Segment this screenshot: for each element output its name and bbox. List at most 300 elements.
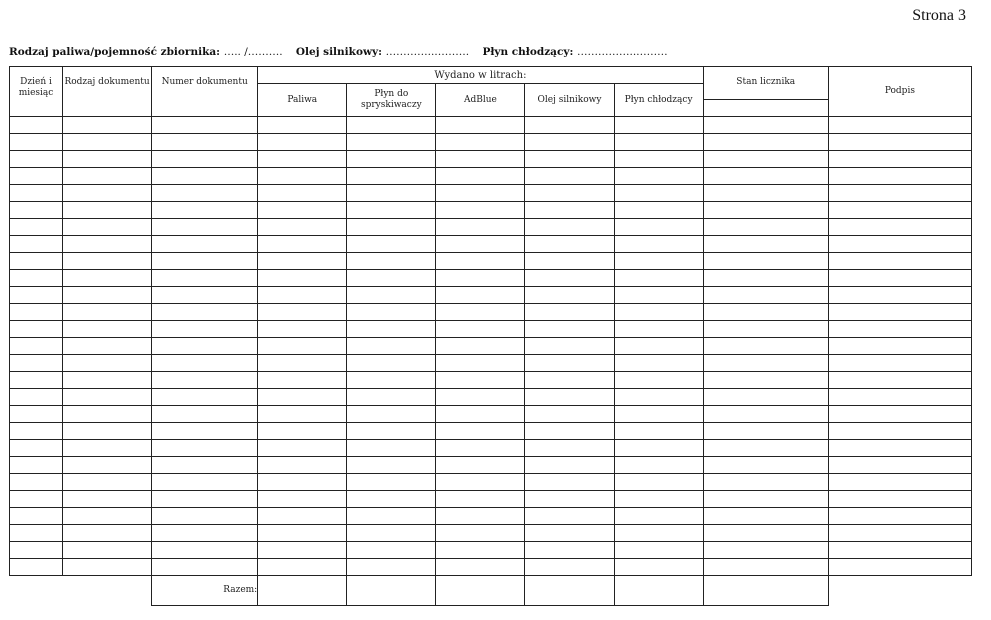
oil-cell[interactable]	[525, 355, 614, 372]
signature-cell[interactable]	[828, 457, 971, 474]
meter-cell[interactable]	[703, 457, 828, 474]
table-row	[10, 236, 972, 253]
meter-cell[interactable]	[703, 287, 828, 304]
washer-cell[interactable]	[347, 151, 436, 168]
doc-type-cell[interactable]	[63, 491, 152, 508]
day-cell[interactable]	[10, 440, 63, 457]
coolant-cell[interactable]	[614, 151, 703, 168]
washer-cell[interactable]	[347, 423, 436, 440]
fuel-cell[interactable]	[258, 423, 347, 440]
doc-type-cell[interactable]	[63, 168, 152, 185]
header-row-1	[10, 67, 972, 84]
meter-cell[interactable]	[703, 134, 828, 151]
doc-type-cell[interactable]	[63, 372, 152, 389]
doc-number-cell[interactable]	[152, 355, 258, 372]
day-cell[interactable]	[10, 236, 63, 253]
adblue-cell[interactable]	[436, 491, 525, 508]
table-row	[10, 525, 972, 542]
adblue-cell[interactable]	[436, 236, 525, 253]
oil-cell[interactable]	[525, 525, 614, 542]
doc-type-cell[interactable]	[63, 287, 152, 304]
signature-cell[interactable]	[828, 236, 971, 253]
page-number: Strona 3	[912, 7, 966, 24]
signature-cell[interactable]	[828, 406, 971, 423]
washer-cell[interactable]	[347, 304, 436, 321]
washer-cell[interactable]	[347, 236, 436, 253]
coolant-cell[interactable]	[614, 287, 703, 304]
washer-cell[interactable]	[347, 185, 436, 202]
total-meter-cell[interactable]	[703, 576, 828, 606]
fuel-cell[interactable]	[258, 270, 347, 287]
day-cell[interactable]	[10, 559, 63, 576]
doc-type-cell[interactable]	[63, 355, 152, 372]
washer-cell[interactable]	[347, 474, 436, 491]
signature-cell[interactable]	[828, 151, 971, 168]
doc-type-cell[interactable]	[63, 525, 152, 542]
adblue-cell[interactable]	[436, 304, 525, 321]
day-cell[interactable]	[10, 219, 63, 236]
doc-number-cell[interactable]	[152, 474, 258, 491]
fuel-cell[interactable]	[258, 253, 347, 270]
meter-cell[interactable]	[703, 491, 828, 508]
washer-cell[interactable]	[347, 134, 436, 151]
doc-number-cell[interactable]	[152, 372, 258, 389]
total-spacer	[10, 576, 63, 606]
coolant-cell[interactable]	[614, 236, 703, 253]
total-spacer	[63, 576, 152, 606]
fuel-cell[interactable]	[258, 117, 347, 134]
doc-type-cell[interactable]	[63, 185, 152, 202]
coolant-cell[interactable]	[614, 440, 703, 457]
signature-cell[interactable]	[828, 168, 971, 185]
washer-cell[interactable]	[347, 355, 436, 372]
fuel-cell[interactable]	[258, 440, 347, 457]
doc-type-cell[interactable]	[63, 559, 152, 576]
oil-cell[interactable]	[525, 185, 614, 202]
day-cell[interactable]	[10, 202, 63, 219]
doc-number-cell[interactable]	[152, 423, 258, 440]
doc-number-cell[interactable]	[152, 253, 258, 270]
day-cell[interactable]	[10, 270, 63, 287]
doc-number-cell[interactable]	[152, 542, 258, 559]
oil-cell[interactable]	[525, 219, 614, 236]
meter-cell[interactable]	[703, 406, 828, 423]
meter-cell[interactable]	[703, 474, 828, 491]
washer-cell[interactable]	[347, 219, 436, 236]
fuel-cell[interactable]	[258, 542, 347, 559]
adblue-cell[interactable]	[436, 185, 525, 202]
oil-cell[interactable]	[525, 559, 614, 576]
fuel-cell[interactable]	[258, 406, 347, 423]
fuel-cell[interactable]	[258, 491, 347, 508]
coolant-cell[interactable]	[614, 168, 703, 185]
adblue-cell[interactable]	[436, 338, 525, 355]
adblue-cell[interactable]	[436, 168, 525, 185]
fuel-cell[interactable]	[258, 236, 347, 253]
fuel-tank-field[interactable]: ….. /……….	[223, 46, 283, 58]
doc-number-cell[interactable]	[152, 219, 258, 236]
signature-cell[interactable]	[828, 508, 971, 525]
signature-cell[interactable]	[828, 338, 971, 355]
adblue-cell[interactable]	[436, 287, 525, 304]
adblue-cell[interactable]	[436, 151, 525, 168]
oil-cell[interactable]	[525, 202, 614, 219]
washer-cell[interactable]	[347, 491, 436, 508]
engine-oil-label: Olej silnikowy:	[295, 46, 382, 58]
coolant-cell[interactable]	[614, 457, 703, 474]
oil-cell[interactable]	[525, 389, 614, 406]
meter-cell[interactable]	[703, 559, 828, 576]
day-cell[interactable]	[10, 253, 63, 270]
coolant-cell[interactable]	[614, 423, 703, 440]
signature-cell[interactable]	[828, 355, 971, 372]
day-cell[interactable]	[10, 491, 63, 508]
fuel-cell[interactable]	[258, 474, 347, 491]
doc-number-cell[interactable]	[152, 491, 258, 508]
oil-cell[interactable]	[525, 542, 614, 559]
day-cell[interactable]	[10, 168, 63, 185]
signature-cell[interactable]	[828, 287, 971, 304]
adblue-cell[interactable]	[436, 474, 525, 491]
signature-cell[interactable]	[828, 253, 971, 270]
day-cell[interactable]	[10, 508, 63, 525]
oil-cell[interactable]	[525, 321, 614, 338]
coolant-cell[interactable]	[614, 270, 703, 287]
coolant-cell[interactable]	[614, 372, 703, 389]
coolant-cell[interactable]	[614, 338, 703, 355]
signature-cell[interactable]	[828, 389, 971, 406]
signature-cell[interactable]	[828, 304, 971, 321]
doc-number-cell[interactable]	[152, 406, 258, 423]
fuel-cell[interactable]	[258, 372, 347, 389]
doc-type-cell[interactable]	[63, 236, 152, 253]
washer-cell[interactable]	[347, 457, 436, 474]
oil-cell[interactable]	[525, 423, 614, 440]
fuel-cell[interactable]	[258, 219, 347, 236]
day-cell[interactable]	[10, 389, 63, 406]
doc-number-cell[interactable]	[152, 185, 258, 202]
doc-type-cell[interactable]	[63, 338, 152, 355]
adblue-cell[interactable]	[436, 372, 525, 389]
oil-cell[interactable]	[525, 406, 614, 423]
adblue-cell[interactable]	[436, 559, 525, 576]
meter-cell[interactable]	[703, 117, 828, 134]
fuel-cell[interactable]	[258, 185, 347, 202]
day-cell[interactable]	[10, 338, 63, 355]
signature-cell[interactable]	[828, 202, 971, 219]
oil-cell[interactable]	[525, 474, 614, 491]
doc-number-cell[interactable]	[152, 236, 258, 253]
adblue-cell[interactable]	[436, 389, 525, 406]
day-cell[interactable]	[10, 304, 63, 321]
total-washer-cell[interactable]	[347, 576, 436, 606]
table-row	[10, 270, 972, 287]
day-cell[interactable]	[10, 287, 63, 304]
day-cell[interactable]	[10, 321, 63, 338]
day-cell[interactable]	[10, 406, 63, 423]
day-cell[interactable]	[10, 372, 63, 389]
fuel-cell[interactable]	[258, 338, 347, 355]
meter-cell[interactable]	[703, 542, 828, 559]
meter-cell[interactable]	[703, 202, 828, 219]
adblue-cell[interactable]	[436, 270, 525, 287]
doc-number-cell[interactable]	[152, 389, 258, 406]
oil-cell[interactable]	[525, 168, 614, 185]
meter-cell[interactable]	[703, 525, 828, 542]
table-row	[10, 321, 972, 338]
washer-cell[interactable]	[347, 287, 436, 304]
adblue-cell[interactable]	[436, 423, 525, 440]
washer-cell[interactable]	[347, 525, 436, 542]
fuel-cell[interactable]	[258, 508, 347, 525]
day-cell[interactable]	[10, 457, 63, 474]
washer-cell[interactable]	[347, 508, 436, 525]
meter-cell[interactable]	[703, 389, 828, 406]
doc-number-cell[interactable]	[152, 151, 258, 168]
coolant-cell[interactable]	[614, 219, 703, 236]
oil-cell[interactable]	[525, 338, 614, 355]
doc-type-cell[interactable]	[63, 151, 152, 168]
doc-type-cell[interactable]	[63, 202, 152, 219]
doc-type-cell[interactable]	[63, 474, 152, 491]
washer-cell[interactable]	[347, 440, 436, 457]
doc-number-cell[interactable]	[152, 168, 258, 185]
signature-cell[interactable]	[828, 542, 971, 559]
signature-cell[interactable]	[828, 474, 971, 491]
doc-number-cell[interactable]	[152, 321, 258, 338]
fuel-tank-label: Rodzaj paliwa/pojemność zbiornika:	[9, 46, 221, 58]
oil-cell[interactable]	[525, 253, 614, 270]
adblue-cell[interactable]	[436, 219, 525, 236]
doc-type-cell[interactable]	[63, 219, 152, 236]
meter-cell[interactable]	[703, 423, 828, 440]
fuel-cell[interactable]	[258, 151, 347, 168]
doc-type-cell[interactable]	[63, 117, 152, 134]
coolant-cell[interactable]	[614, 491, 703, 508]
coolant-cell[interactable]	[614, 508, 703, 525]
washer-cell[interactable]	[347, 542, 436, 559]
table-body	[10, 67, 972, 606]
total-row	[10, 576, 972, 606]
coolant-cell[interactable]	[614, 134, 703, 151]
table-row	[10, 508, 972, 525]
doc-number-cell[interactable]	[152, 202, 258, 219]
coolant-cell[interactable]	[614, 559, 703, 576]
doc-type-cell[interactable]	[63, 457, 152, 474]
meter-cell[interactable]	[703, 219, 828, 236]
day-cell[interactable]	[10, 134, 63, 151]
adblue-cell[interactable]	[436, 406, 525, 423]
coolant-cell[interactable]	[614, 389, 703, 406]
table-row	[10, 389, 972, 406]
adblue-cell[interactable]	[436, 355, 525, 372]
signature-cell[interactable]	[828, 525, 971, 542]
signature-cell[interactable]	[828, 440, 971, 457]
day-cell[interactable]	[10, 185, 63, 202]
engine-oil-field[interactable]: …………..……….	[385, 46, 470, 58]
doc-number-cell[interactable]	[152, 338, 258, 355]
day-cell[interactable]	[10, 117, 63, 134]
doc-number-cell[interactable]	[152, 304, 258, 321]
fuel-cell[interactable]	[258, 457, 347, 474]
adblue-cell[interactable]	[436, 542, 525, 559]
signature-cell[interactable]	[828, 423, 971, 440]
coolant-cell[interactable]	[614, 355, 703, 372]
fuel-cell[interactable]	[258, 134, 347, 151]
oil-cell[interactable]	[525, 440, 614, 457]
adblue-cell[interactable]	[436, 117, 525, 134]
adblue-cell[interactable]	[436, 440, 525, 457]
fuel-cell[interactable]	[258, 287, 347, 304]
meter-cell[interactable]	[703, 151, 828, 168]
coolant-cell[interactable]	[614, 474, 703, 491]
day-cell[interactable]	[10, 474, 63, 491]
day-cell[interactable]	[10, 542, 63, 559]
table-row	[10, 491, 972, 508]
meter-cell[interactable]	[703, 355, 828, 372]
day-cell[interactable]	[10, 355, 63, 372]
adblue-cell[interactable]	[436, 134, 525, 151]
adblue-cell[interactable]	[436, 321, 525, 338]
table-row	[10, 287, 972, 304]
meter-cell[interactable]	[703, 270, 828, 287]
oil-cell[interactable]	[525, 270, 614, 287]
doc-number-cell[interactable]	[152, 525, 258, 542]
doc-type-cell[interactable]	[63, 253, 152, 270]
fuel-cell[interactable]	[258, 321, 347, 338]
coolant-cell[interactable]	[614, 304, 703, 321]
oil-cell[interactable]	[525, 491, 614, 508]
doc-type-cell[interactable]	[63, 542, 152, 559]
meter-cell[interactable]	[703, 168, 828, 185]
meter-cell[interactable]	[703, 253, 828, 270]
washer-cell[interactable]	[347, 168, 436, 185]
coolant-cell[interactable]	[614, 321, 703, 338]
adblue-cell[interactable]	[436, 525, 525, 542]
signature-cell[interactable]	[828, 185, 971, 202]
doc-number-cell[interactable]	[152, 270, 258, 287]
meter-cell[interactable]	[703, 321, 828, 338]
doc-type-cell[interactable]	[63, 423, 152, 440]
signature-cell[interactable]	[828, 270, 971, 287]
meter-cell[interactable]	[703, 338, 828, 355]
coolant-cell[interactable]	[614, 185, 703, 202]
washer-cell[interactable]	[347, 321, 436, 338]
fuel-cell[interactable]	[258, 355, 347, 372]
meter-reading-label: Stan licznika	[736, 77, 796, 87]
adblue-cell[interactable]	[436, 253, 525, 270]
doc-type-cell[interactable]	[63, 270, 152, 287]
doc-number-cell[interactable]	[152, 440, 258, 457]
signature-cell[interactable]	[828, 559, 971, 576]
doc-number-cell[interactable]	[152, 134, 258, 151]
adblue-cell[interactable]	[436, 457, 525, 474]
fuel-cell[interactable]	[258, 559, 347, 576]
doc-type-cell[interactable]	[63, 440, 152, 457]
doc-number-cell[interactable]	[152, 508, 258, 525]
fuel-cell[interactable]	[258, 202, 347, 219]
meter-cell[interactable]	[703, 372, 828, 389]
oil-cell[interactable]	[525, 287, 614, 304]
doc-number-cell[interactable]	[152, 457, 258, 474]
signature-cell[interactable]	[828, 321, 971, 338]
washer-cell[interactable]	[347, 406, 436, 423]
oil-cell[interactable]	[525, 508, 614, 525]
oil-cell[interactable]	[525, 117, 614, 134]
day-cell[interactable]	[10, 423, 63, 440]
doc-type-cell[interactable]	[63, 406, 152, 423]
fuel-log-table	[9, 66, 972, 606]
doc-type-cell[interactable]	[63, 321, 152, 338]
coolant-cell[interactable]	[614, 406, 703, 423]
day-cell[interactable]	[10, 151, 63, 168]
meter-cell[interactable]	[703, 440, 828, 457]
signature-cell[interactable]	[828, 219, 971, 236]
coolant-field[interactable]: ……………..………	[577, 46, 668, 58]
oil-cell[interactable]	[525, 134, 614, 151]
fuel-cell[interactable]	[258, 389, 347, 406]
signature-cell[interactable]	[828, 372, 971, 389]
oil-cell[interactable]	[525, 236, 614, 253]
coolant-cell[interactable]	[614, 542, 703, 559]
signature-cell[interactable]	[828, 117, 971, 134]
total-fuel-cell[interactable]	[258, 576, 347, 606]
doc-type-cell[interactable]	[63, 508, 152, 525]
washer-cell[interactable]	[347, 253, 436, 270]
meter-cell[interactable]	[703, 508, 828, 525]
oil-cell[interactable]	[525, 304, 614, 321]
fuel-cell[interactable]	[258, 304, 347, 321]
doc-number-cell[interactable]	[152, 117, 258, 134]
total-coolant-cell[interactable]	[614, 576, 703, 606]
fuel-cell[interactable]	[258, 168, 347, 185]
washer-cell[interactable]	[347, 389, 436, 406]
total-oil-cell[interactable]	[525, 576, 614, 606]
signature-cell[interactable]	[828, 491, 971, 508]
oil-cell[interactable]	[525, 457, 614, 474]
adblue-cell[interactable]	[436, 202, 525, 219]
doc-type-cell[interactable]	[63, 389, 152, 406]
meter-cell[interactable]	[703, 185, 828, 202]
adblue-cell[interactable]	[436, 508, 525, 525]
day-cell[interactable]	[10, 525, 63, 542]
oil-cell[interactable]	[525, 151, 614, 168]
doc-type-cell[interactable]	[63, 134, 152, 151]
washer-cell[interactable]	[347, 338, 436, 355]
table-row	[10, 542, 972, 559]
washer-cell[interactable]	[347, 117, 436, 134]
meter-cell[interactable]	[703, 304, 828, 321]
doc-type-cell[interactable]	[63, 304, 152, 321]
washer-cell[interactable]	[347, 202, 436, 219]
coolant-cell[interactable]	[614, 525, 703, 542]
doc-number-cell[interactable]	[152, 287, 258, 304]
washer-cell[interactable]	[347, 270, 436, 287]
washer-cell[interactable]	[347, 559, 436, 576]
washer-cell[interactable]	[347, 372, 436, 389]
coolant-cell[interactable]	[614, 253, 703, 270]
coolant-cell[interactable]	[614, 117, 703, 134]
table-row	[10, 202, 972, 219]
doc-number-cell[interactable]	[152, 559, 258, 576]
header-fuel: Paliwa	[258, 84, 347, 117]
coolant-cell[interactable]	[614, 202, 703, 219]
oil-cell[interactable]	[525, 372, 614, 389]
meter-cell[interactable]	[703, 236, 828, 253]
fuel-cell[interactable]	[258, 525, 347, 542]
total-adblue-cell[interactable]	[436, 576, 525, 606]
signature-cell[interactable]	[828, 134, 971, 151]
